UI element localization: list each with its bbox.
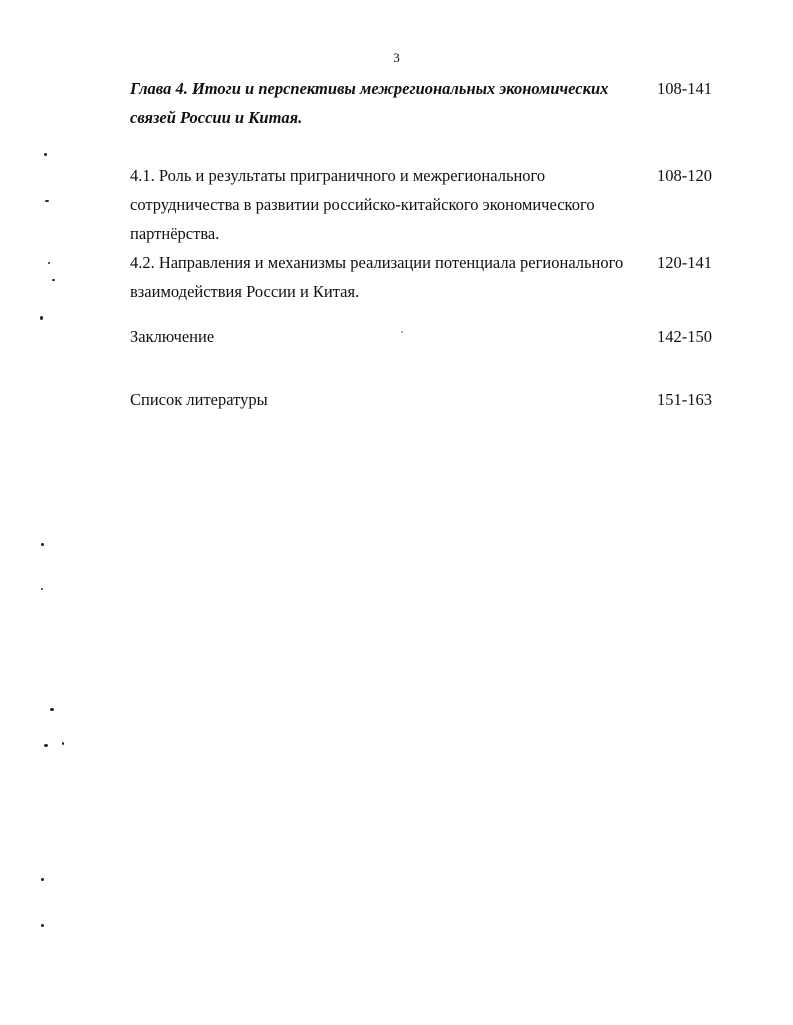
toc-entry-bibliography [130,385,712,414]
toc-entry-pages: 108-120 [657,166,712,185]
scan-speck [41,543,44,546]
toc-entry-pages: 120-141 [657,253,712,272]
toc-entry-title: Заключение [130,327,215,346]
toc-entry-title: Список литературы [130,390,268,409]
toc-entry-title: Глава 4. Итоги и перспективы межрегиональных экономических связей России и Китая. [130,79,609,127]
toc-entry-title: 4.2. Направления и механизмы реализации потенциала регионального взаимодействия России и Китая. [130,253,624,301]
scan-speck [401,331,403,333]
toc-entry-chapter-4 [130,74,712,132]
toc-entry-pages: 108-141 [657,79,712,98]
scan-speck [41,924,44,927]
toc-entry-conclusion [130,322,712,351]
toc-entry-section-4-2 [130,248,712,306]
scan-speck [41,588,43,590]
toc-entry-title: 4.1. Роль и результаты приграничного и межрегионального сотрудничества в развитии российско-китайского экономического партнёрства. [130,166,595,243]
scan-speck [50,708,54,711]
scan-speck [40,316,43,320]
scan-speck [62,742,64,745]
toc-entry-pages: 142-150 [657,327,712,346]
scan-speck [41,878,44,881]
toc-entry-pages: 151-163 [657,390,712,409]
scan-speck [44,153,47,156]
page-number: 3 [393,50,400,65]
scan-speck [52,279,55,281]
scan-speck [48,262,50,264]
toc-entry-section-4-1 [130,161,712,248]
scan-speck [44,744,48,747]
scan-speck [45,200,49,202]
